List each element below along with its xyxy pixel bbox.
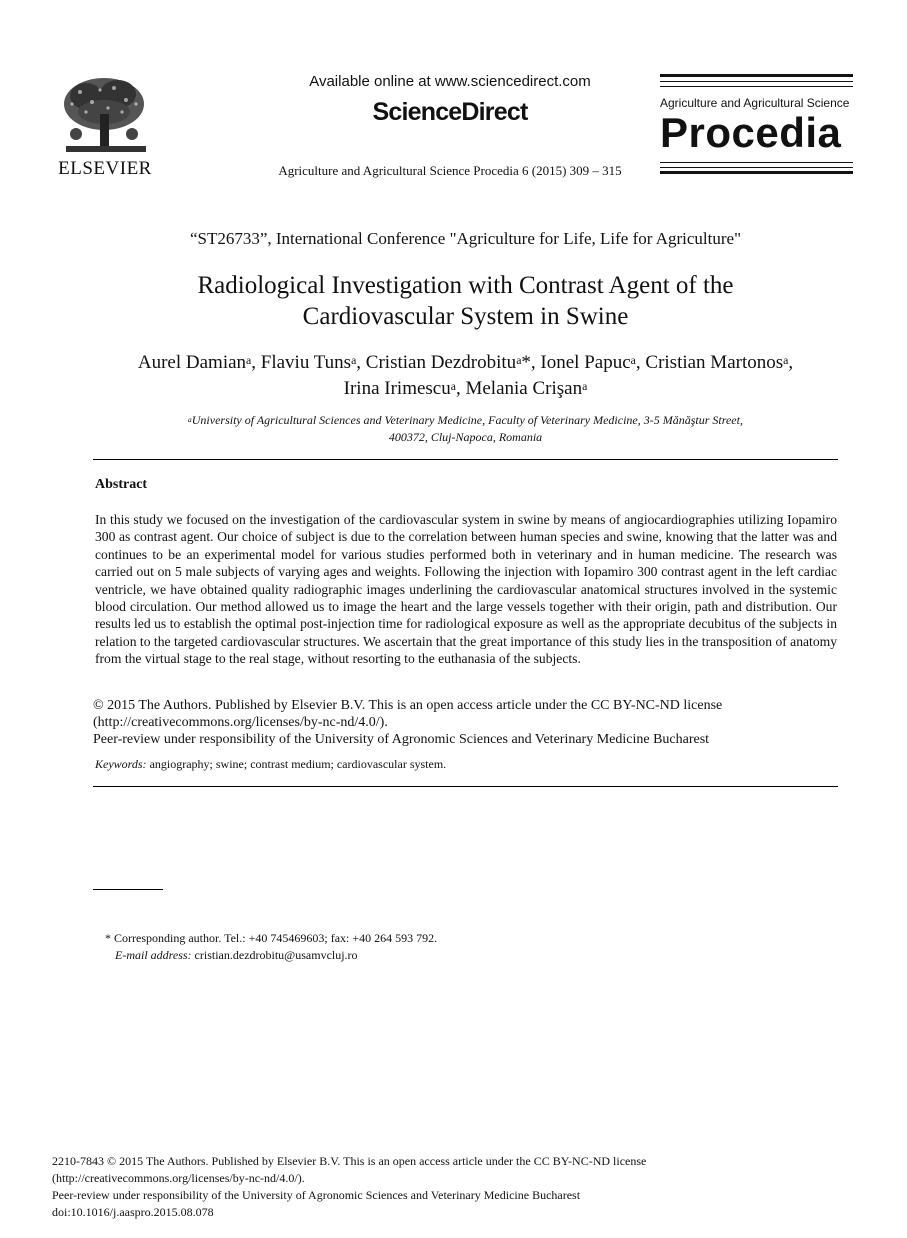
- affiliation-mark: a: [188, 414, 192, 424]
- author-line-2: [93, 376, 838, 402]
- footnote-rule: [93, 889, 163, 890]
- author-list: [93, 350, 838, 402]
- title-line-2: Cardiovascular System in Swine: [302, 303, 629, 330]
- author-separator: ,: [251, 352, 261, 373]
- footnote: [105, 930, 437, 964]
- author-name: Cristian Dezdrobitu: [365, 352, 517, 373]
- peer-review-line: Peer-review under responsibility of the University of Agronomic Sciences and Veterinary Medicine Bucharest: [93, 732, 710, 747]
- available-online: Available online at www.sciencedirect.com: [309, 73, 591, 90]
- divider-top: [93, 459, 838, 460]
- footer-doi[interactable]: doi:10.1016/j.aaspro.2015.08.078: [52, 1205, 214, 1219]
- author-affiliation-mark: a: [582, 380, 588, 394]
- license-link[interactable]: (http://creativecommons.org/licenses/by-nc-nd/4.0/).: [93, 715, 388, 730]
- affiliation-line-2: 400372, Cluj-Napoca, Romania: [388, 430, 543, 444]
- affiliation-line-1: $^a$University of Agricultural Sciences and Veterinary Medicine, Faculty of Veterinary Medicine, 3-5 Mănăştur Street,: [188, 413, 743, 427]
- author-affiliation-mark: a: [783, 354, 789, 368]
- author-separator: ,: [356, 352, 366, 373]
- footer-license-link[interactable]: (http://creativecommons.org/licenses/by-nc-nd/4.0/).: [52, 1171, 305, 1185]
- email-address[interactable]: cristian.dezdrobitu@usamvcluj.ro: [191, 948, 358, 962]
- author-name: Ionel Papuc: [540, 352, 631, 373]
- author-name: Aurel Damian: [137, 352, 247, 373]
- procedia-logo: [660, 74, 853, 174]
- elsevier-tree-icon: [56, 74, 154, 160]
- author-name: Melania Crişan: [465, 378, 583, 399]
- license-line-1: © 2015 The Authors. Published by Elsevier B.V. This is an open access article under the CC BY-NC-ND license: [93, 698, 723, 713]
- divider-bottom: [93, 786, 838, 787]
- author-separator: ,: [455, 378, 466, 399]
- keywords-list: angiography; swine; contrast medium; cardiovascular system.: [146, 757, 447, 771]
- title-line-1: Radiological Investigation with Contrast Agent of the: [197, 272, 734, 299]
- elsevier-logo: [56, 74, 154, 178]
- keywords-label: Keywords:: [95, 757, 147, 771]
- author-affiliation-mark: a: [630, 354, 636, 368]
- sciencedirect-logo: ScienceDirect: [372, 98, 528, 126]
- email-line: [105, 947, 437, 964]
- author-affiliation-mark: a: [450, 380, 456, 394]
- footer-peer-review: Peer-review under responsibility of the University of Agronomic Sciences and Veterinary Medicine Bucharest: [52, 1188, 581, 1202]
- paper-title: [93, 270, 838, 332]
- publisher-name: ELSEVIER: [58, 158, 152, 179]
- author-affiliation-mark: a: [516, 354, 522, 368]
- corresponding-author: * Corresponding author. Tel.: +40 745469603; fax: +40 264 593 792.: [105, 931, 438, 945]
- abstract-heading: Abstract: [95, 477, 148, 492]
- license-block: [93, 697, 838, 748]
- page-footer: [52, 1153, 852, 1221]
- procedia-journal-big: Procedia: [660, 109, 842, 156]
- author-affiliation-mark: a: [246, 354, 252, 368]
- footer-license: 2210-7843 © 2015 The Authors. Published by Elsevier B.V. This is an open access article under the CC BY-NC-ND license: [52, 1154, 647, 1168]
- author-separator: ,: [635, 352, 646, 373]
- abstract-text: In this study we focused on the investigation of the cardiovascular system in swine by means of angiocardiographies utilizing Iopamiro 300 as contrast agent. Our choice of subject is due to the correlation between human species and swine, knowing that the latter was and continues to be an experimental model for various studies performed both in veterinary and in human medicine. The research was carried out on 5 male subjects of varying ages and weights. Following the injection with Iopamiro 300 contrast agent in the left cardiac ventricle, we have obtained quality radiographic images underlining the cardiovascular anatomical structures involved in the systemic blood circulation. Our method allowed us to image the heart and the large vessels together with their origin, path and distribution. Our results led us to establish the optimal post-injection time for radiological exposure as well as the appropriate decubitus of the subjects in relation to the targeted cardiovascular structures. We ascertain that the great importance of this study lies in the transposition of anatomy from the virtual stage to the real stage, without resorting to the euthanasia of the subjects.: [95, 512, 837, 667]
- journal-reference: Agriculture and Agricultural Science Procedia 6 (2015) 309 – 315: [278, 163, 622, 178]
- author-name: Flaviu Tuns: [260, 352, 352, 373]
- author-name: Cristian Martonos: [645, 352, 784, 373]
- affiliation: [93, 412, 838, 446]
- keywords: [95, 757, 446, 772]
- procedia-journal-small: Agriculture and Agricultural Science: [660, 96, 850, 110]
- conference-line: “ST26733”, International Conference "Agriculture for Life, Life for Agriculture": [189, 229, 742, 248]
- author-affiliation-mark: a: [351, 354, 357, 368]
- author-separator: ,: [788, 352, 794, 373]
- email-label: E-mail address:: [115, 948, 192, 962]
- author-line-1: [93, 350, 838, 376]
- author-name: Irina Irimescu: [343, 378, 451, 399]
- author-separator: *,: [521, 352, 541, 373]
